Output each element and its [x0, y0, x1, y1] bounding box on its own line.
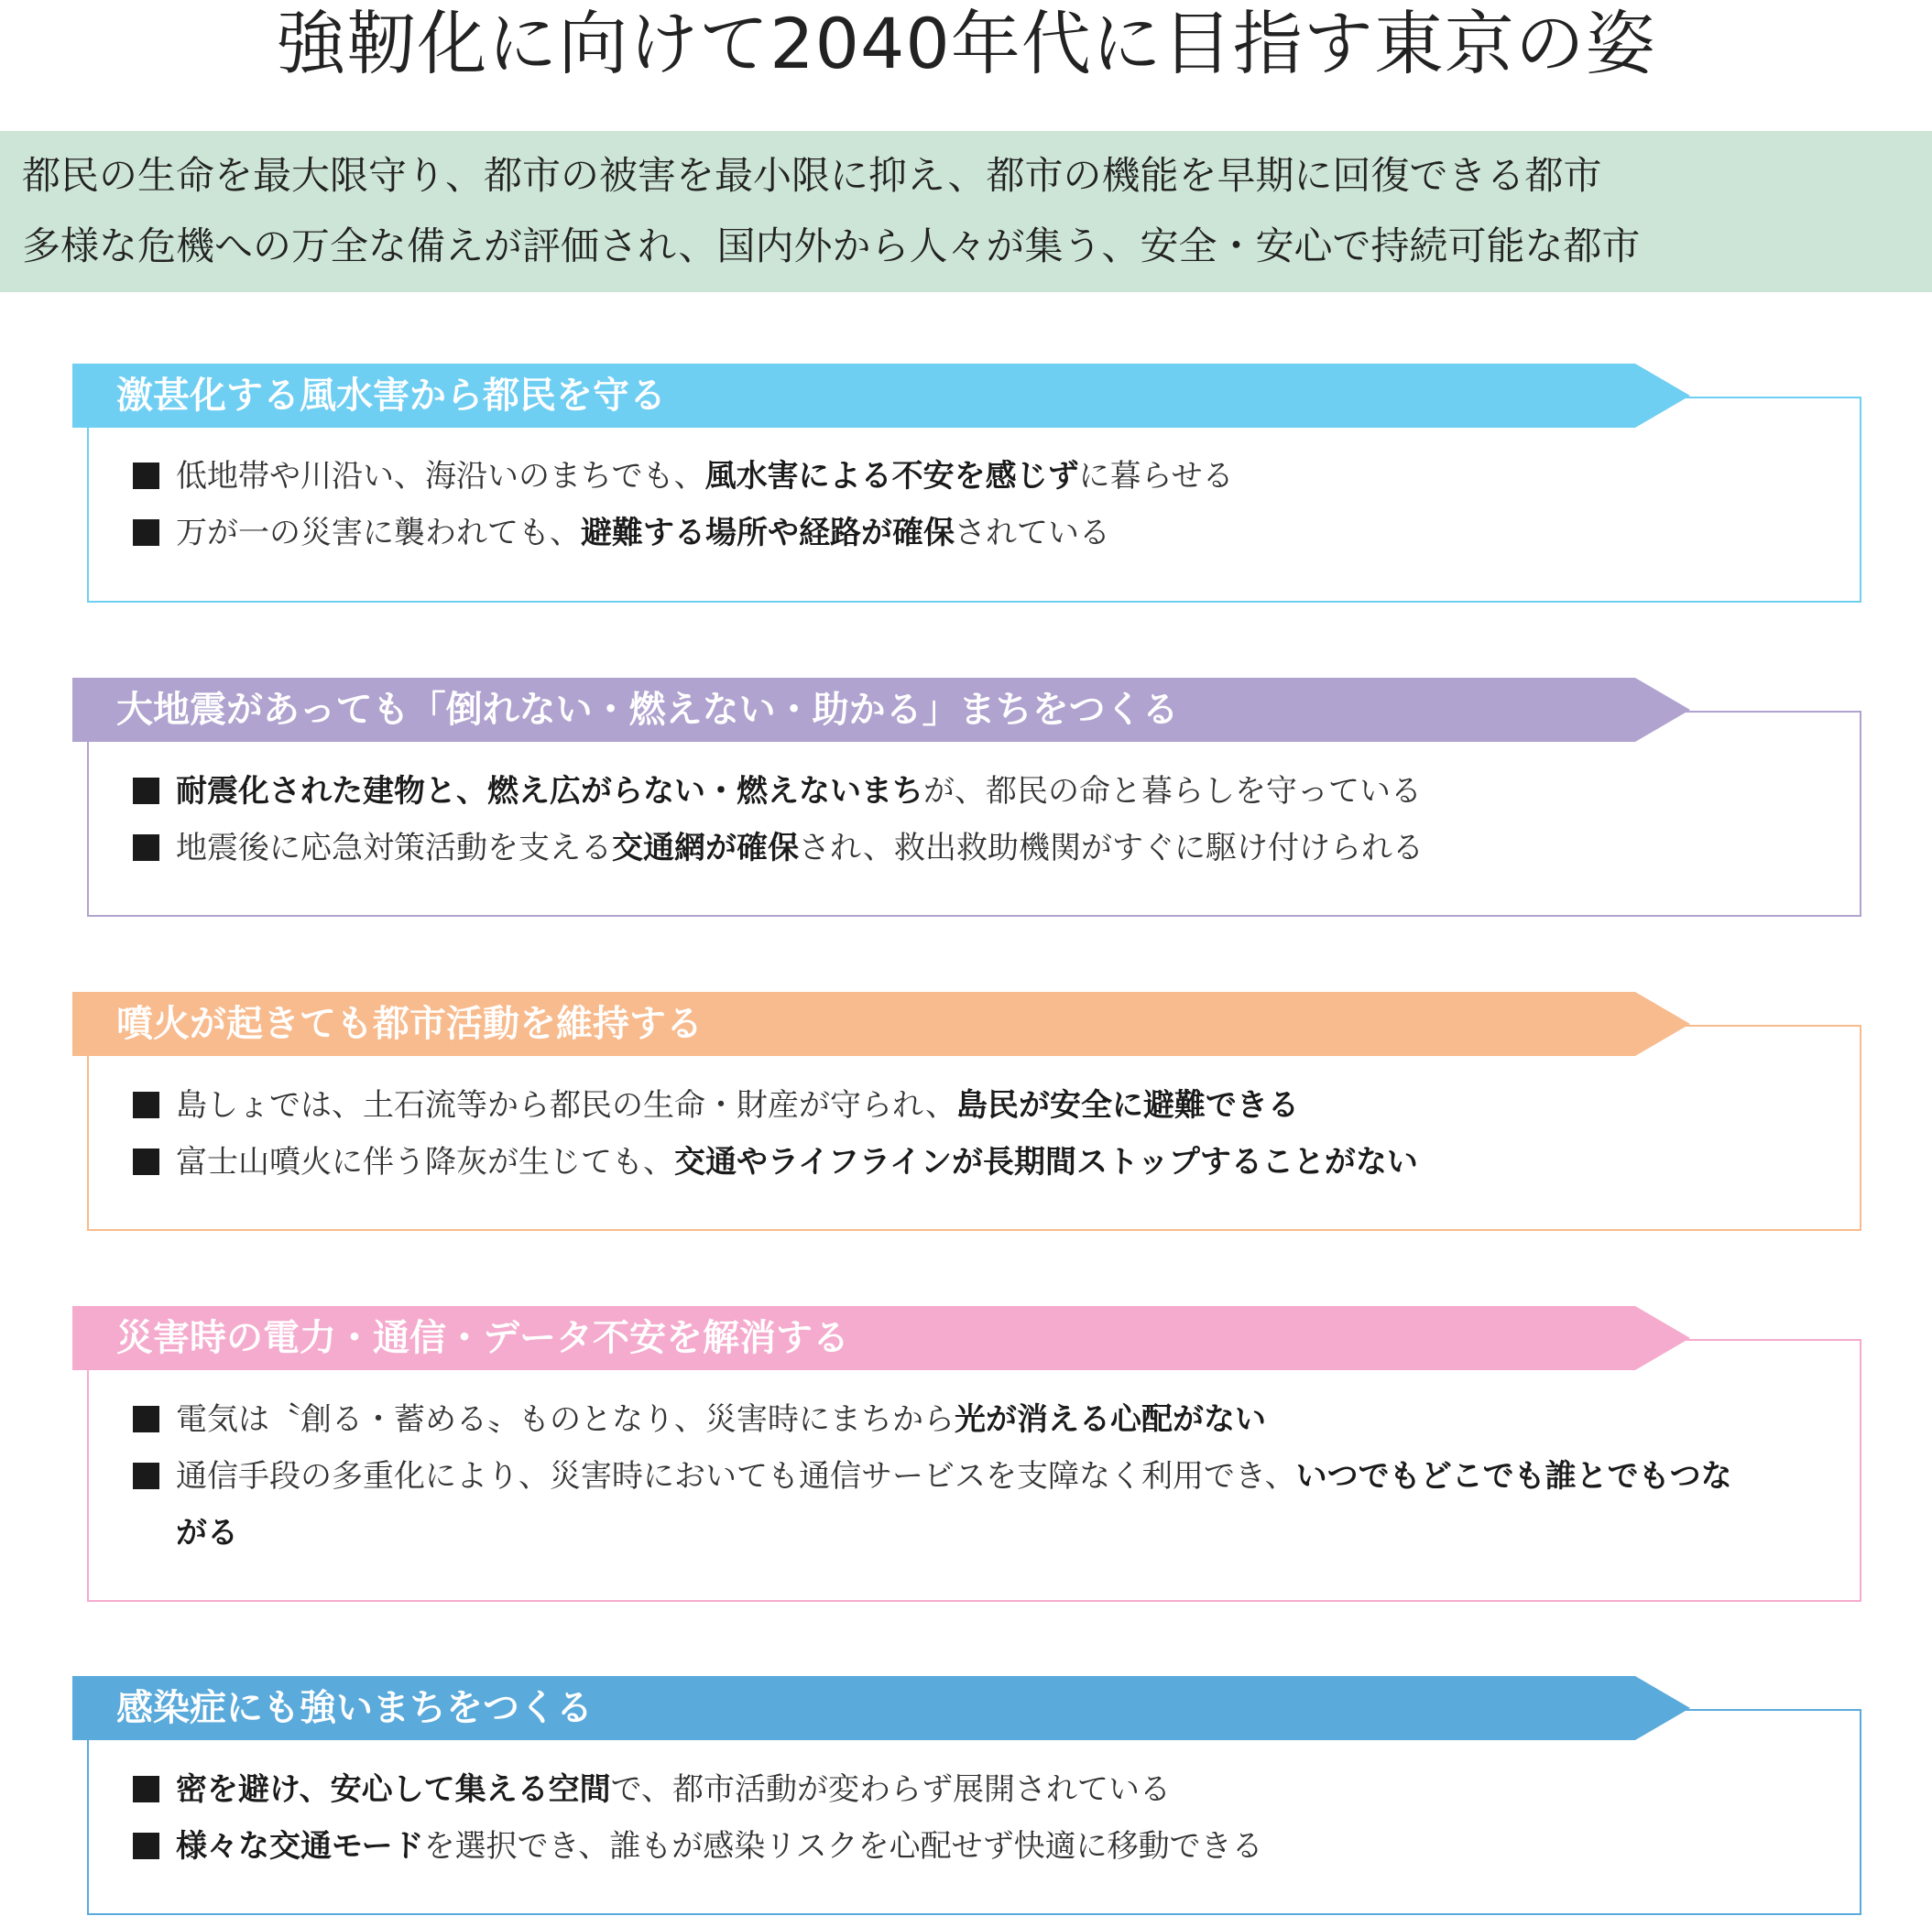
list-item: 通信手段の多重化により、災害時においても通信サービスを支障なく利用でき、いつでもどこでも誰とでもつな がる: [133, 1448, 1732, 1562]
bullet-square-icon: [133, 519, 159, 546]
list-item: 電気は〝創る・蓄める〟ものとなり、災害時にまちから光が消える心配がない: [133, 1391, 1266, 1448]
vision-line-1: 都民の生命を最大限守り、都市の被害を最小限に抑え、都市の機能を早期に回復できる都市: [22, 153, 1602, 198]
list-item: 万が一の災害に襲われても、避難する場所や経路が確保されている: [133, 505, 1110, 561]
bullet-square-icon: [133, 1149, 159, 1175]
bullet-square-icon: [133, 1092, 159, 1118]
page-title: 強靭化に向けて2040年代に目指す東京の姿: [276, 3, 1656, 84]
bullet-square-icon: [133, 1406, 159, 1432]
bullet-square-icon: [133, 834, 159, 861]
bullet-square-icon: [133, 1776, 159, 1802]
list-item: 地震後に応急対策活動を支える交通網が確保され、救出救助機関がすぐに駆け付けられる: [133, 820, 1424, 876]
bullet-square-icon: [133, 1463, 159, 1489]
bullet-square-icon: [133, 778, 159, 804]
section-power-heading: 災害時の電力・通信・データ不安を解消する: [116, 1317, 849, 1359]
vision-line-2: 多様な危機への万全な備えが評価され、国内外から人々が集う、安全・安心で持続可能な都市: [22, 223, 1641, 268]
list-item-continuation: がる: [176, 1515, 238, 1551]
list-item: 低地帯や川沿い、海沿いのまちでも、風水害による不安を感じずに暮らせる: [133, 448, 1234, 505]
bullet-square-icon: [133, 1833, 159, 1859]
vision-banner: [0, 131, 1932, 292]
list-item: 島しょでは、土石流等から都民の生命・財産が守られ、島民が安全に避難できる: [133, 1077, 1299, 1134]
section-infection-heading: 感染症にも強いまちをつくる: [116, 1687, 593, 1729]
list-item: 富士山噴火に伴う降灰が生じても、交通やライフラインが長期間ストップすることがない: [133, 1134, 1418, 1191]
list-item: 耐震化された建物と、燃え広がらない・燃えないまちが、都民の命と暮らしを守っている: [133, 763, 1422, 820]
bullet-square-icon: [133, 463, 159, 489]
list-item: 密を避け、安心して集える空間で、都市活動が変わらず展開されている: [133, 1761, 1171, 1818]
list-item: 様々な交通モードを選択でき、誰もが感染リスクを心配せず快適に移動できる: [133, 1818, 1263, 1875]
section-volcano-heading: 噴火が起きても都市活動を維持する: [116, 1003, 703, 1045]
section-earthquake-heading: 大地震があっても「倒れない・燃えない・助かる」まちをつくる: [116, 689, 1179, 731]
section-flood-heading: 激甚化する風水害から都民を守る: [116, 375, 666, 417]
